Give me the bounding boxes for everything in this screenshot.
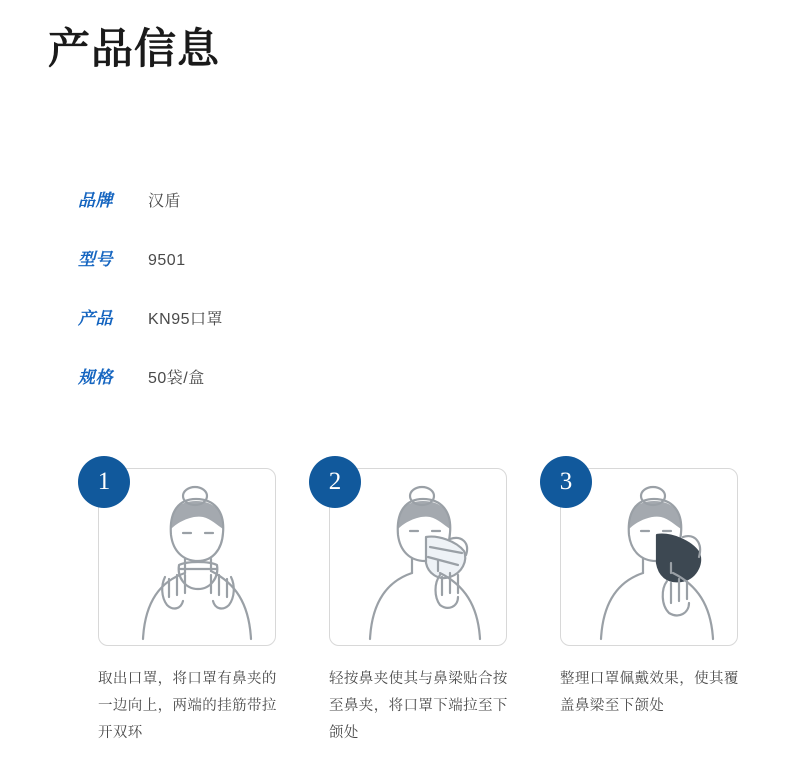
step-3-number: 3: [540, 456, 592, 508]
page-title: 产品信息: [48, 25, 221, 72]
step-1-number: 1: [78, 456, 130, 508]
spec-value-brand: 汉盾: [148, 193, 182, 210]
spec-value-model: 9501: [148, 252, 186, 269]
spec-row: [78, 245, 698, 304]
step-1: [78, 468, 276, 747]
spec-row: [78, 186, 698, 245]
spec-list: [78, 186, 698, 422]
spec-value-product: KN95口罩: [148, 311, 224, 328]
spec-row: [78, 304, 698, 363]
step-3-caption: 整理口罩佩戴效果，使其覆盖鼻梁至下颌处: [560, 671, 739, 714]
spec-label-model: 型号: [78, 250, 113, 269]
step-2-number: 2: [309, 456, 361, 508]
step-1-caption: 取出口罩，将口罩有鼻夹的一边向上，两端的挂筋带拉开双环: [98, 671, 277, 741]
step-2: [309, 468, 507, 747]
spec-value-spec: 50袋/盒: [148, 370, 205, 387]
spec-row: [78, 363, 698, 422]
spec-label-spec: 规格: [78, 368, 113, 387]
spec-label-product: 产品: [78, 309, 113, 328]
spec-label-brand: 品牌: [78, 191, 113, 210]
step-3: [540, 468, 738, 747]
step-2-caption: 轻按鼻夹使其与鼻梁贴合按至鼻夹，将口罩下端拉至下颌处: [329, 671, 508, 741]
usage-steps: [78, 468, 738, 747]
